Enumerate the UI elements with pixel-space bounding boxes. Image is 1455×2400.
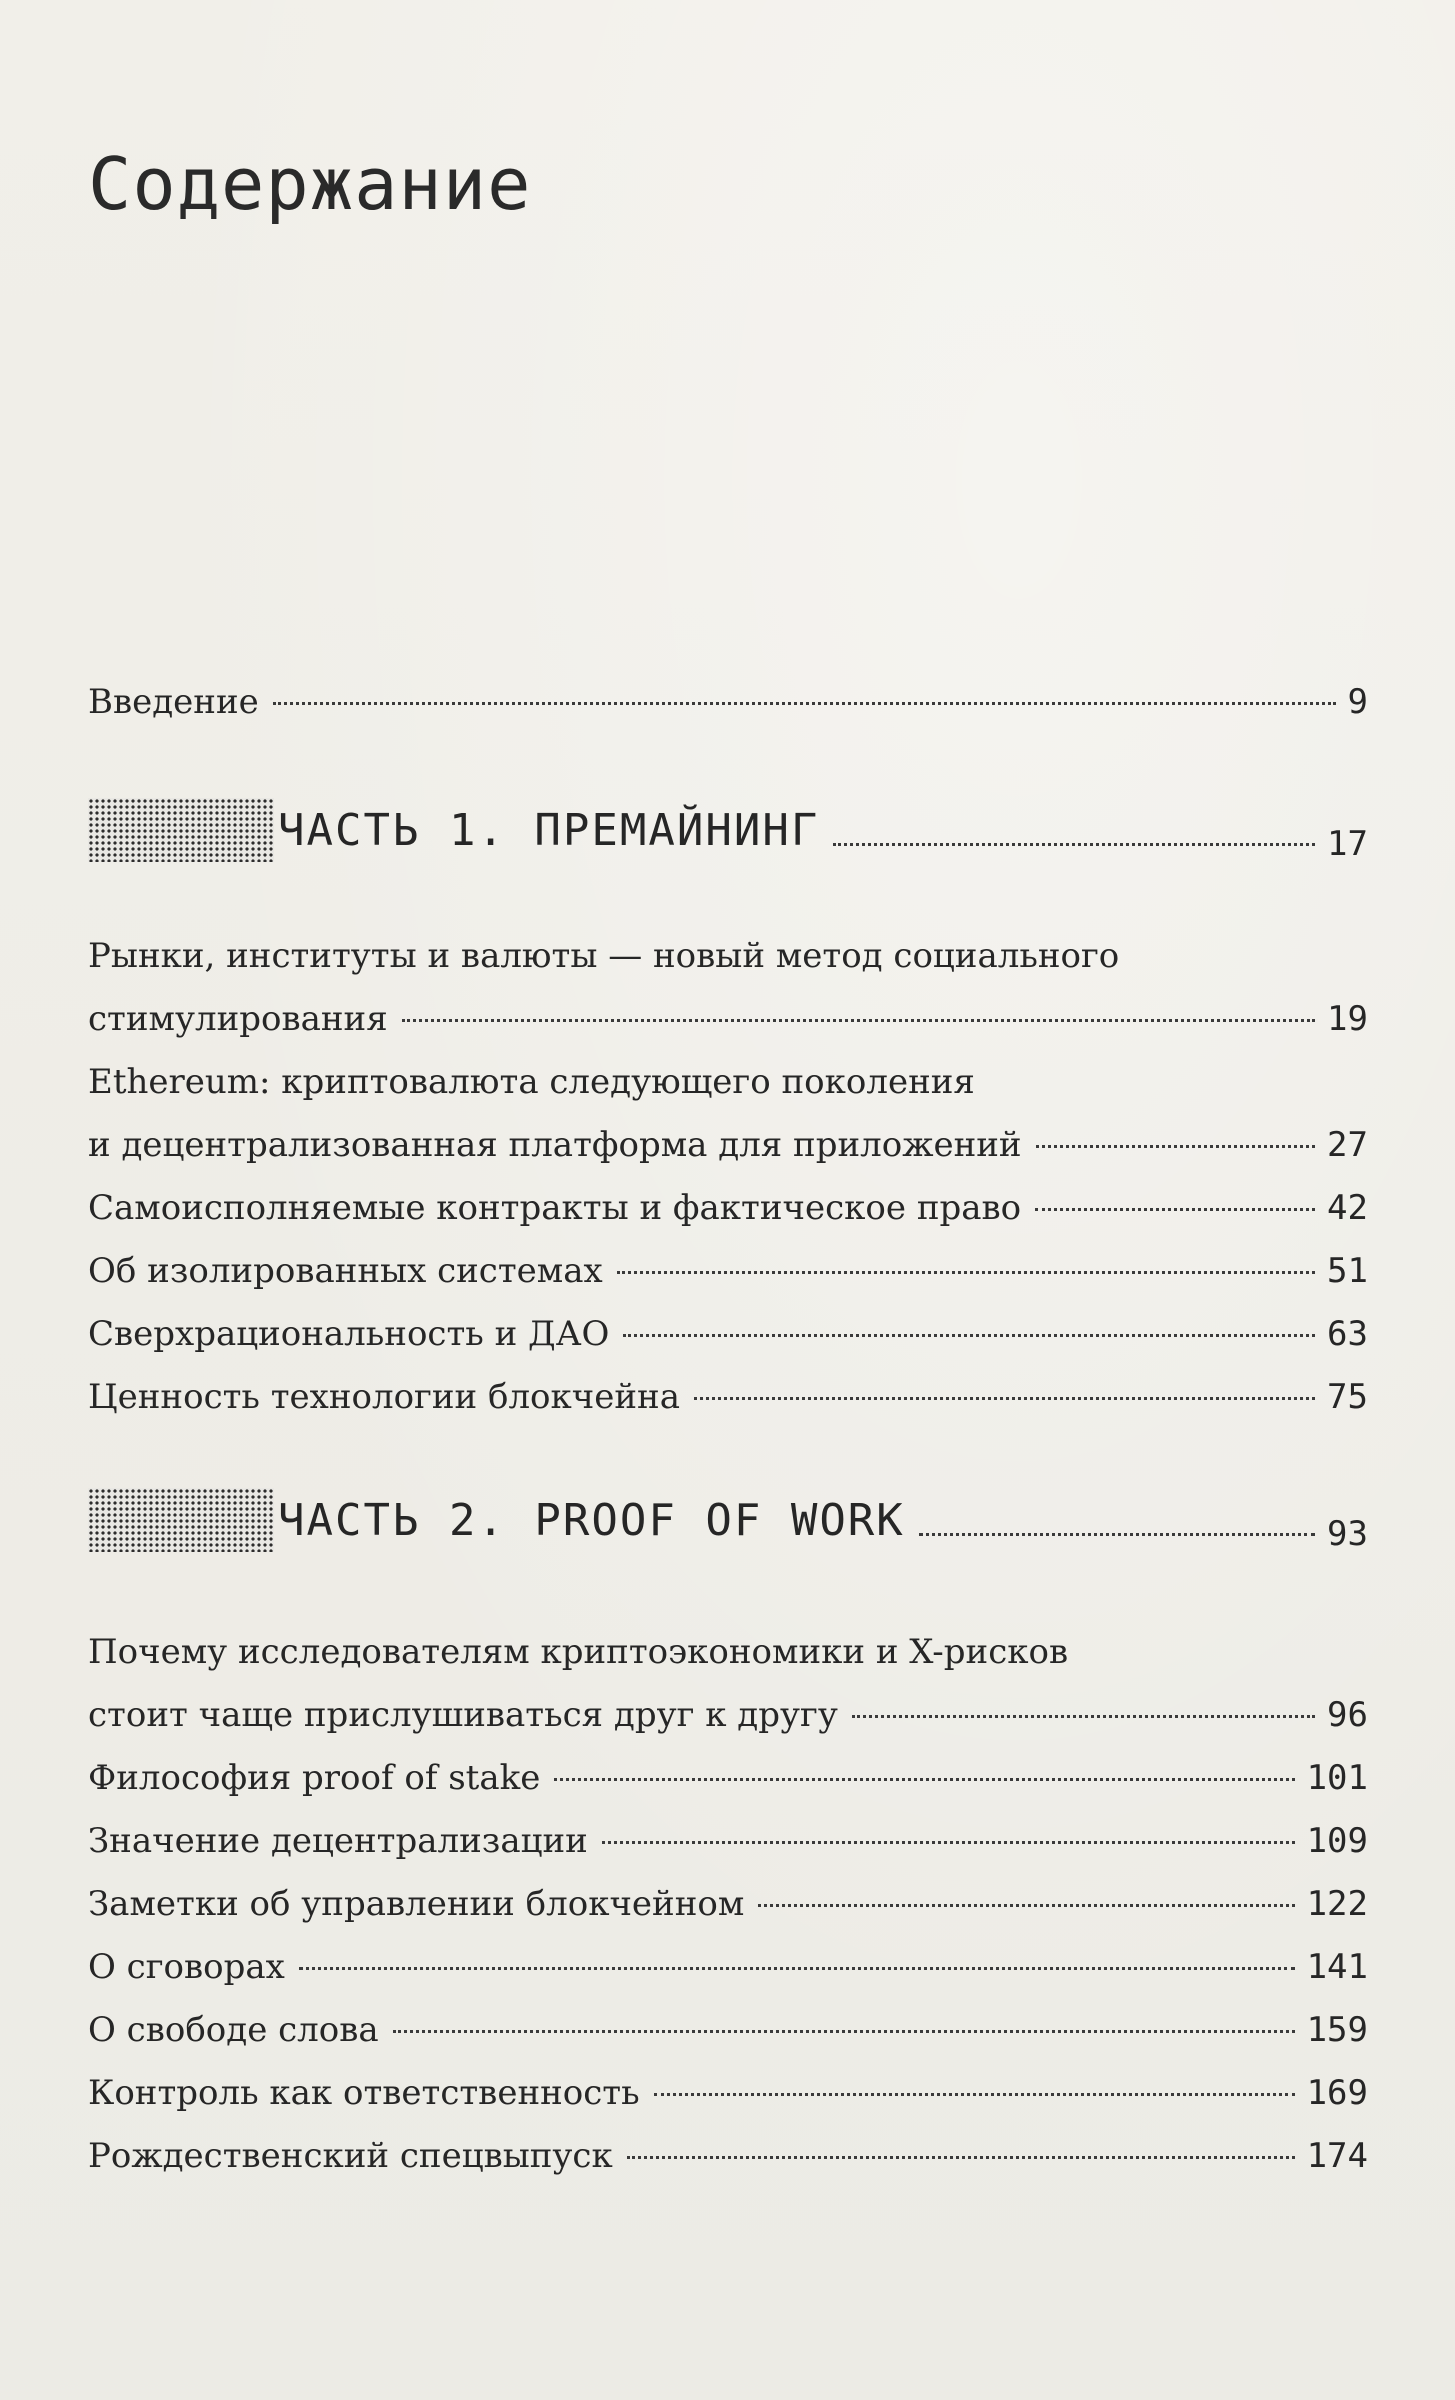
toc-entry-label-cont: и децентрализованная платформа для приложений (88, 1125, 1022, 1165)
toc-entry-label-cont: стимулирования (88, 999, 388, 1039)
leader-dots (1036, 1145, 1315, 1148)
leader-dots (554, 1778, 1294, 1781)
toc-entry[interactable] (88, 1621, 1368, 1747)
leader-dots (694, 1397, 1315, 1400)
toc-entry-label: Контроль как ответственность (88, 2073, 640, 2113)
toc-entry-label: Заметки об управлении блокчейном (88, 1884, 745, 1924)
toc-entry[interactable] (88, 1303, 1368, 1366)
page-title: Содержание (88, 142, 532, 226)
part-heading-1[interactable] (88, 795, 1368, 865)
halftone-pattern (88, 1488, 274, 1552)
leader-dots (833, 843, 1315, 846)
toc-entry-label: О свободе слова (88, 2010, 379, 2050)
toc-page-number: 101 (1306, 1758, 1368, 1798)
leader-dots (852, 1715, 1315, 1718)
toc-entry[interactable] (88, 2125, 1368, 2188)
toc-entry-label-cont: стоит чаще прислушиваться друг к другу (88, 1695, 838, 1735)
toc-page-number: 17 (1327, 824, 1368, 864)
toc-entry-label: Философия proof of stake (88, 1758, 541, 1798)
part-title: ЧАСТЬ 1. ПРЕМАЙНИНГ (278, 804, 820, 856)
toc-entry-label: Рынки, институты и валюты — новый метод социального (88, 936, 1120, 976)
leader-dots (758, 1904, 1294, 1907)
leader-dots (393, 2030, 1295, 2033)
toc-page-number: 19 (1327, 999, 1368, 1039)
leader-dots (654, 2093, 1295, 2096)
toc-page-number: 63 (1327, 1314, 1368, 1354)
leader-dots (627, 2156, 1295, 2159)
toc-entry[interactable] (88, 1177, 1368, 1240)
toc-page-number: 174 (1306, 2136, 1368, 2176)
leader-dots (919, 1533, 1315, 1536)
leader-dots (1035, 1208, 1315, 1211)
toc-entry-label: Значение децентрализации (88, 1821, 588, 1861)
leader-dots (602, 1841, 1295, 1844)
toc-page-number: 159 (1306, 2010, 1368, 2050)
toc-entry[interactable] (88, 925, 1368, 1051)
toc-entry-label: Ценность технологии блокчейна (88, 1377, 680, 1417)
toc-entry[interactable] (88, 1051, 1368, 1177)
toc-entry[interactable] (88, 1936, 1368, 1999)
leader-dots (273, 702, 1336, 705)
toc-page-number: 75 (1327, 1377, 1368, 1417)
toc-entry[interactable] (88, 2062, 1368, 2125)
toc-entry-label: О сговорах (88, 1947, 285, 1987)
leader-dots (299, 1967, 1295, 1970)
leader-dots (402, 1019, 1315, 1022)
toc-entry-label: Рождественский спецвыпуск (88, 2136, 613, 2176)
toc-page-number: 42 (1327, 1188, 1368, 1228)
toc-entry[interactable] (88, 1999, 1368, 2062)
toc-entry[interactable] (88, 1747, 1368, 1810)
part-heading-2[interactable] (88, 1485, 1368, 1555)
halftone-pattern (88, 798, 274, 862)
toc-page-number: 122 (1306, 1884, 1368, 1924)
toc-page-number: 96 (1327, 1695, 1368, 1735)
toc-entry-label: Ethereum: криптовалюта следующего поколения (88, 1062, 975, 1102)
toc-entry[interactable] (88, 1366, 1368, 1429)
toc-page-number: 9 (1347, 682, 1368, 722)
toc-page-number: 27 (1327, 1125, 1368, 1165)
toc-entry[interactable] (88, 1810, 1368, 1873)
toc-page-number: 51 (1327, 1251, 1368, 1291)
toc-page-number: 169 (1306, 2073, 1368, 2113)
leader-dots (623, 1334, 1315, 1337)
toc-entry[interactable] (88, 1240, 1368, 1303)
toc-entry-label: Почему исследователям криптоэкономики и X-рисков (88, 1632, 1069, 1672)
leader-dots (617, 1271, 1315, 1274)
toc-entry[interactable] (88, 1873, 1368, 1936)
toc-page-number: 141 (1306, 1947, 1368, 1987)
toc-page-number: 109 (1306, 1821, 1368, 1861)
part-title: ЧАСТЬ 2. PROOF OF WORK (278, 1494, 905, 1546)
toc-page-number: 93 (1327, 1514, 1368, 1554)
toc-entry-intro[interactable] (88, 671, 1368, 734)
toc-entry-label: Об изолированных системах (88, 1251, 603, 1291)
toc-entry-label: Введение (88, 682, 259, 722)
toc-entry-label: Самоисполняемые контракты и фактическое право (88, 1188, 1022, 1228)
toc-entry-label: Сверхрациональность и ДАО (88, 1314, 610, 1354)
